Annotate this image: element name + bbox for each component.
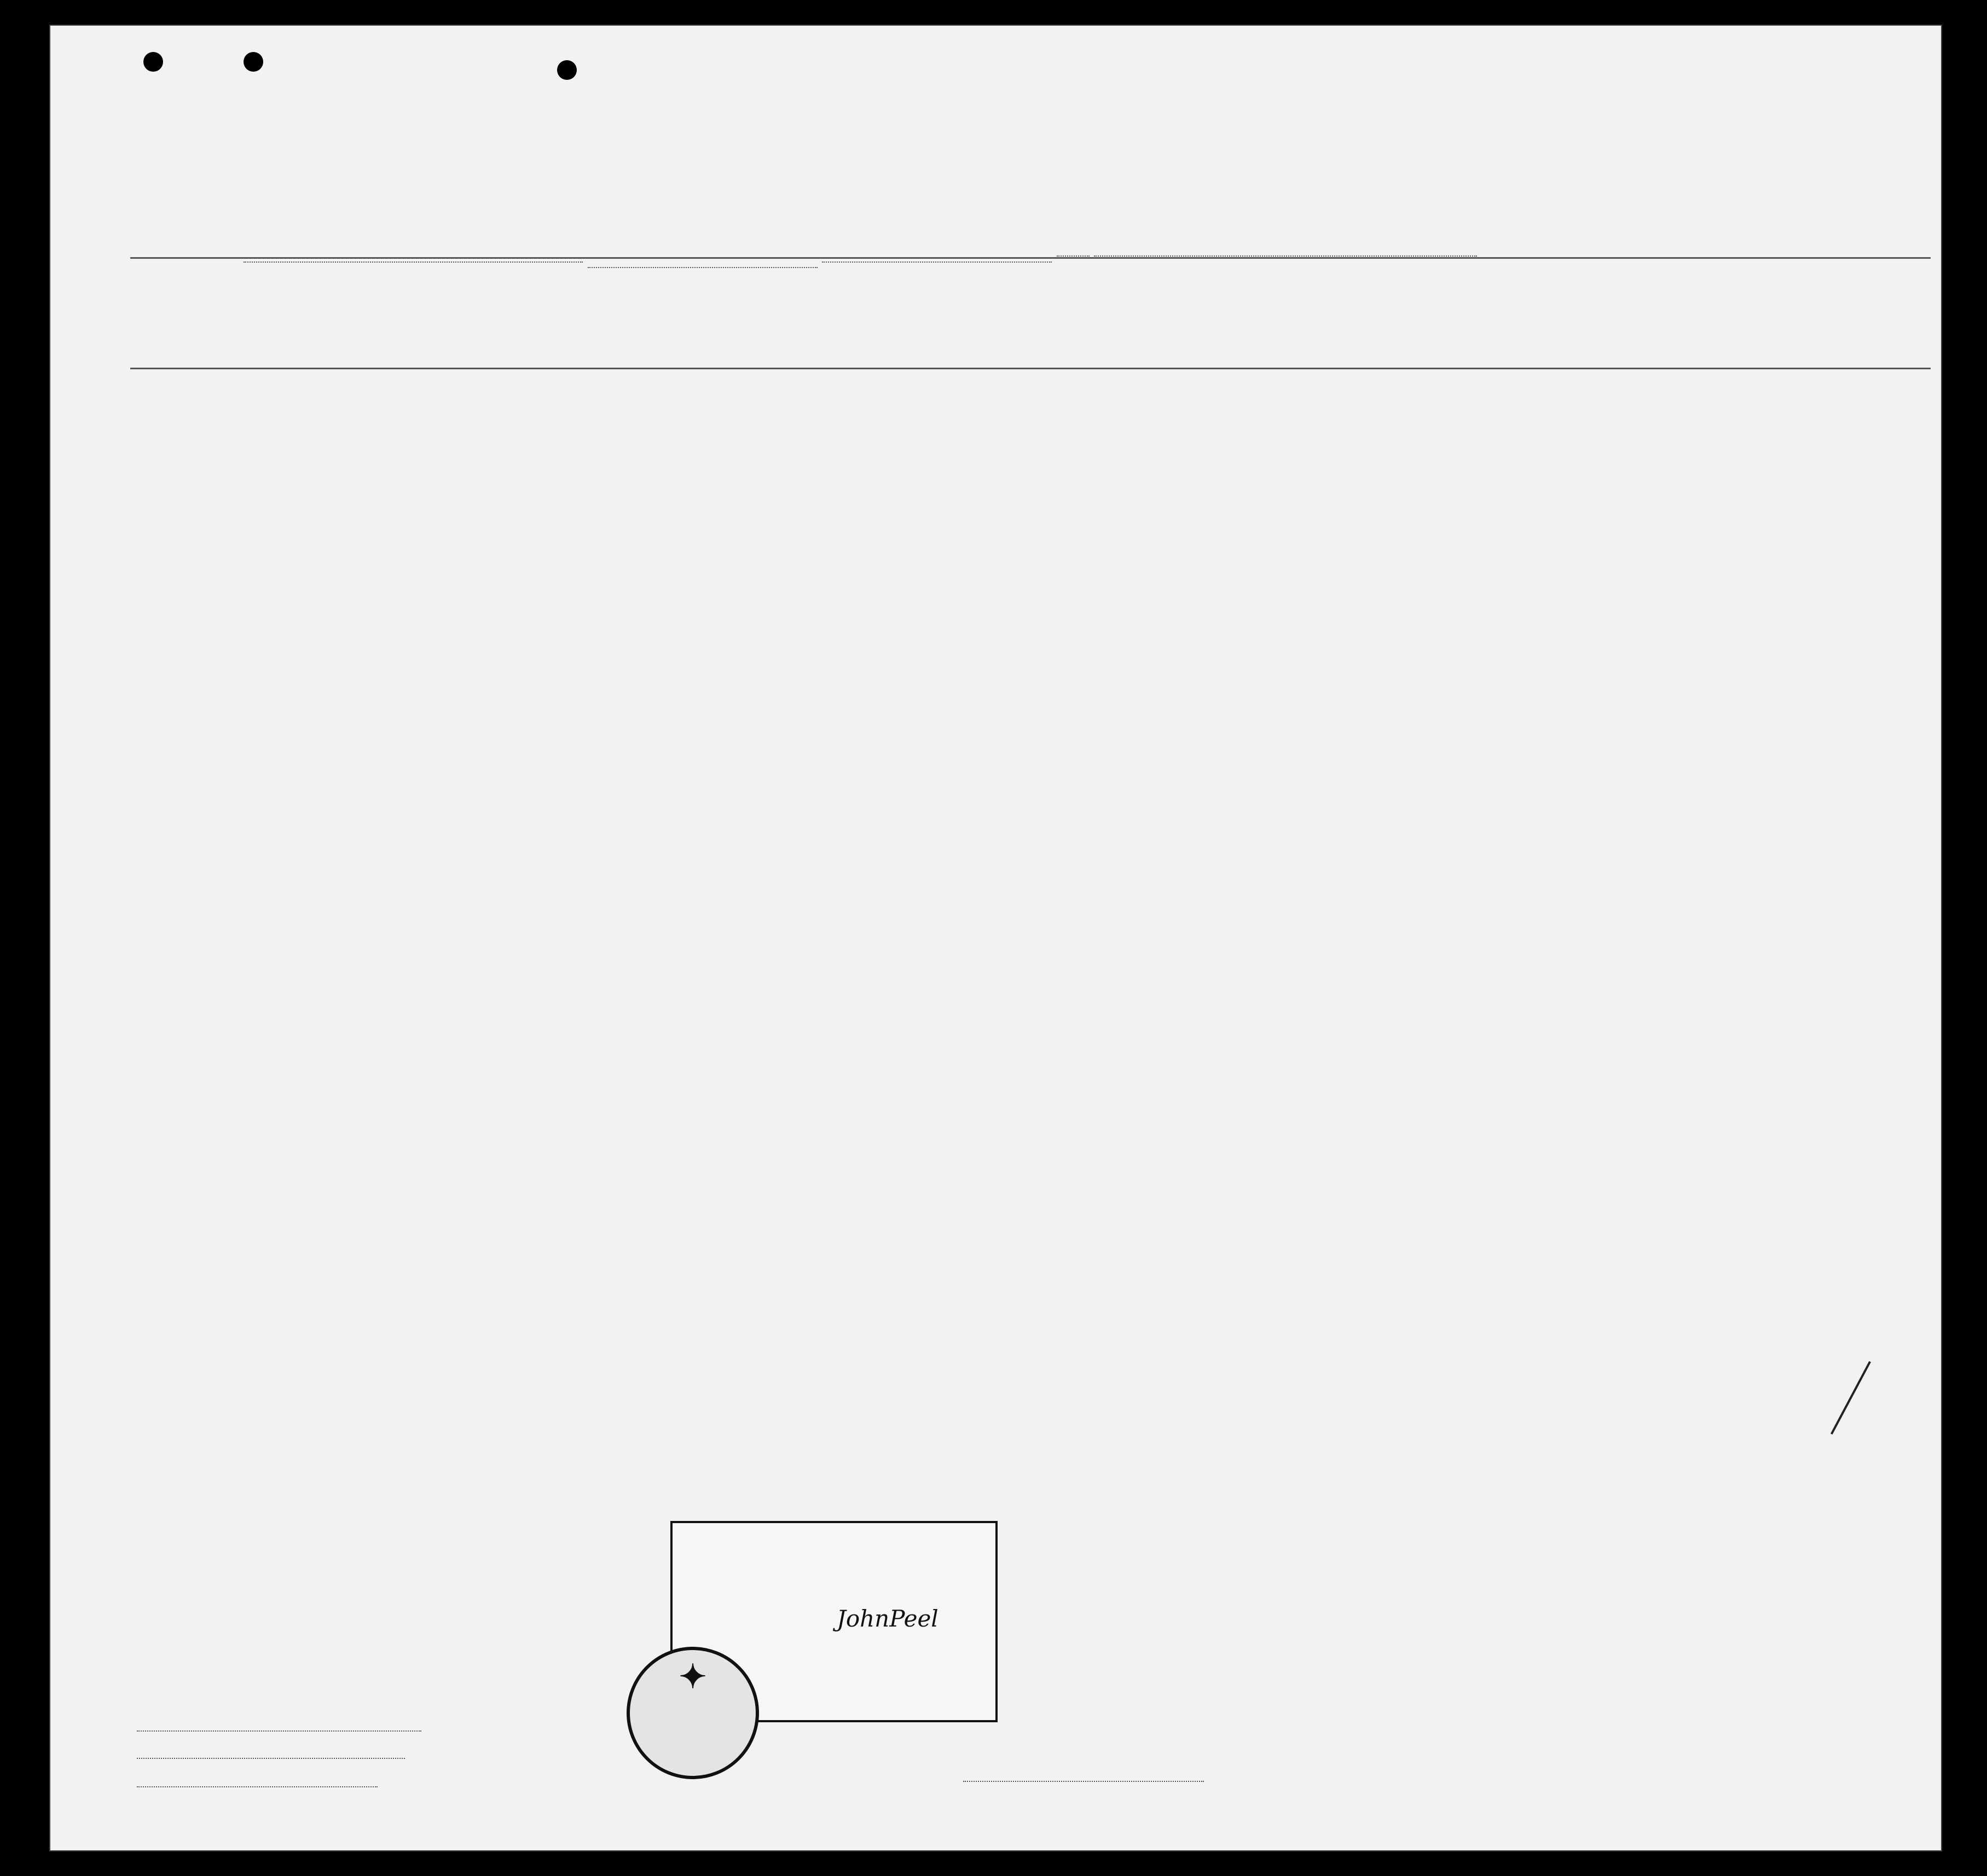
footer-owners [131, 1750, 405, 1762]
inspector-signature-rule [963, 1781, 1204, 1782]
vessel-line [244, 216, 1477, 268]
footer-line [131, 1722, 421, 1735]
punch-hole [143, 52, 163, 72]
punch-hole [557, 60, 577, 80]
table-top-rule [130, 257, 1931, 259]
footer-agents [131, 1778, 378, 1791]
sheet-number [1901, 88, 1908, 122]
table-header-rule [130, 368, 1931, 369]
eagle-icon: ✦ [679, 1658, 707, 1695]
punch-hole [244, 52, 263, 72]
consulate-seal [627, 1647, 759, 1779]
vice-consul-signature: JohnPeel [837, 1605, 939, 1632]
